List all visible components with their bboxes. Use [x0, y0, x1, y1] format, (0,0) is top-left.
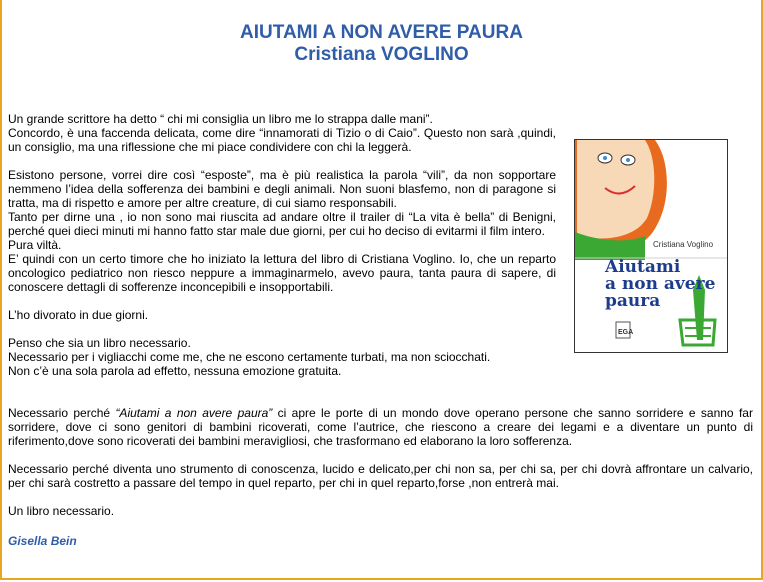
paragraph: Un grande scrittore ha detto “ chi mi consiglia un libro me lo strappa dalle mani”. [8, 112, 433, 126]
paragraph-lead: Necessario perché [8, 406, 111, 420]
review-text-narrow [8, 112, 556, 378]
cover-author: Cristiana Voglino [653, 240, 714, 249]
signature: Gisella Bein [8, 534, 77, 548]
cover-title-line: Aiutami [605, 257, 681, 277]
paragraph: L’ho divorato in due giorni. [8, 308, 149, 322]
review-text-wide-3 [8, 504, 753, 518]
paragraph: Non c’è una sola parola ad effetto, nessuna emozione gratuita. [8, 364, 342, 378]
cover-title-line: a non avere [605, 274, 716, 294]
paragraph: Tanto per dirne una , io non sono mai riuscita ad andare oltre il trailer di “La vita è bella” di Benigni, perché quei dieci minuti mi hanno fatto star male due giorni, per cui ho deciso di evitarmi il film intero. [8, 210, 556, 238]
paragraph: Necessario perché diventa uno strumento di conoscenza, lucido e delicato,per chi non sa, per chi sa, per chi dovrà affrontare un calvario, per chi sarà costretto a passare del tempo in quel reparto, per chi in quel reparto,forse ,non entrerà mai. [8, 462, 753, 490]
cover-publisher: EGA [618, 329, 634, 336]
book-cover [574, 139, 728, 353]
page-title: AIUTAMI A NON AVERE PAURA [240, 22, 523, 43]
paragraph: Esistono persone, vorrei dire così “esposte”, ma è più realistica la parola “vili”, da non sopportare nemmeno l’idea della sofferenza dei bambini e degli animali. Non suoni blasfemo, non di paragone si tratta, ma di rispetto e amore per altre creature, di cui siamo responsabili. [8, 168, 556, 210]
paragraph: Concordo, è una faccenda delicata, come dire “innamorati di Tizio o di Caio”. Questo non sarà ,quindi, un consiglio, ma una riflessione che mi piace condividere con chi la leggerà. [8, 126, 556, 154]
paragraph: Un libro necessario. [8, 504, 115, 518]
paragraph: E’ quindi con un certo timore che ho iniziato la lettura del libro di Cristiana Voglino. Io, che un reparto oncologico pediatrico non riesco neppure a immaginarmelo, avevo paura, tanta paura di sapere, di conoscere dettagli di sofferenze inconcepibili e insopportabili. [8, 252, 556, 294]
review-text-wide-2 [8, 462, 753, 490]
review-text-wide-1 [8, 406, 753, 448]
paragraph: Pura viltà. [8, 238, 62, 252]
cover-title [605, 259, 725, 310]
paragraph: Necessario per i vigliacchi come me, che ne escono certamente turbati, ma non sciocchati. [8, 350, 491, 364]
book-title-quote: “Aiutami a non avere paura” [115, 406, 273, 420]
paragraph [8, 406, 753, 448]
page-author: Cristiana VOGLINO [294, 44, 469, 65]
paragraph-rest: ci apre le porte di un mondo dove operano persone che sanno sorridere e sanno far sorridere, dove ci sono genitori di bambini ricoverati, come l’autrice, che riescono a creare dei legami e a diventare un punto di riferimento,dove sono ricoverati dei bambini meravigliosi, che trasformano ed elaborano la loro sofferenza. [8, 406, 753, 448]
cover-title-line: paura [605, 291, 661, 311]
paragraph: Penso che sia un libro necessario. [8, 336, 191, 350]
title-block [0, 22, 763, 66]
